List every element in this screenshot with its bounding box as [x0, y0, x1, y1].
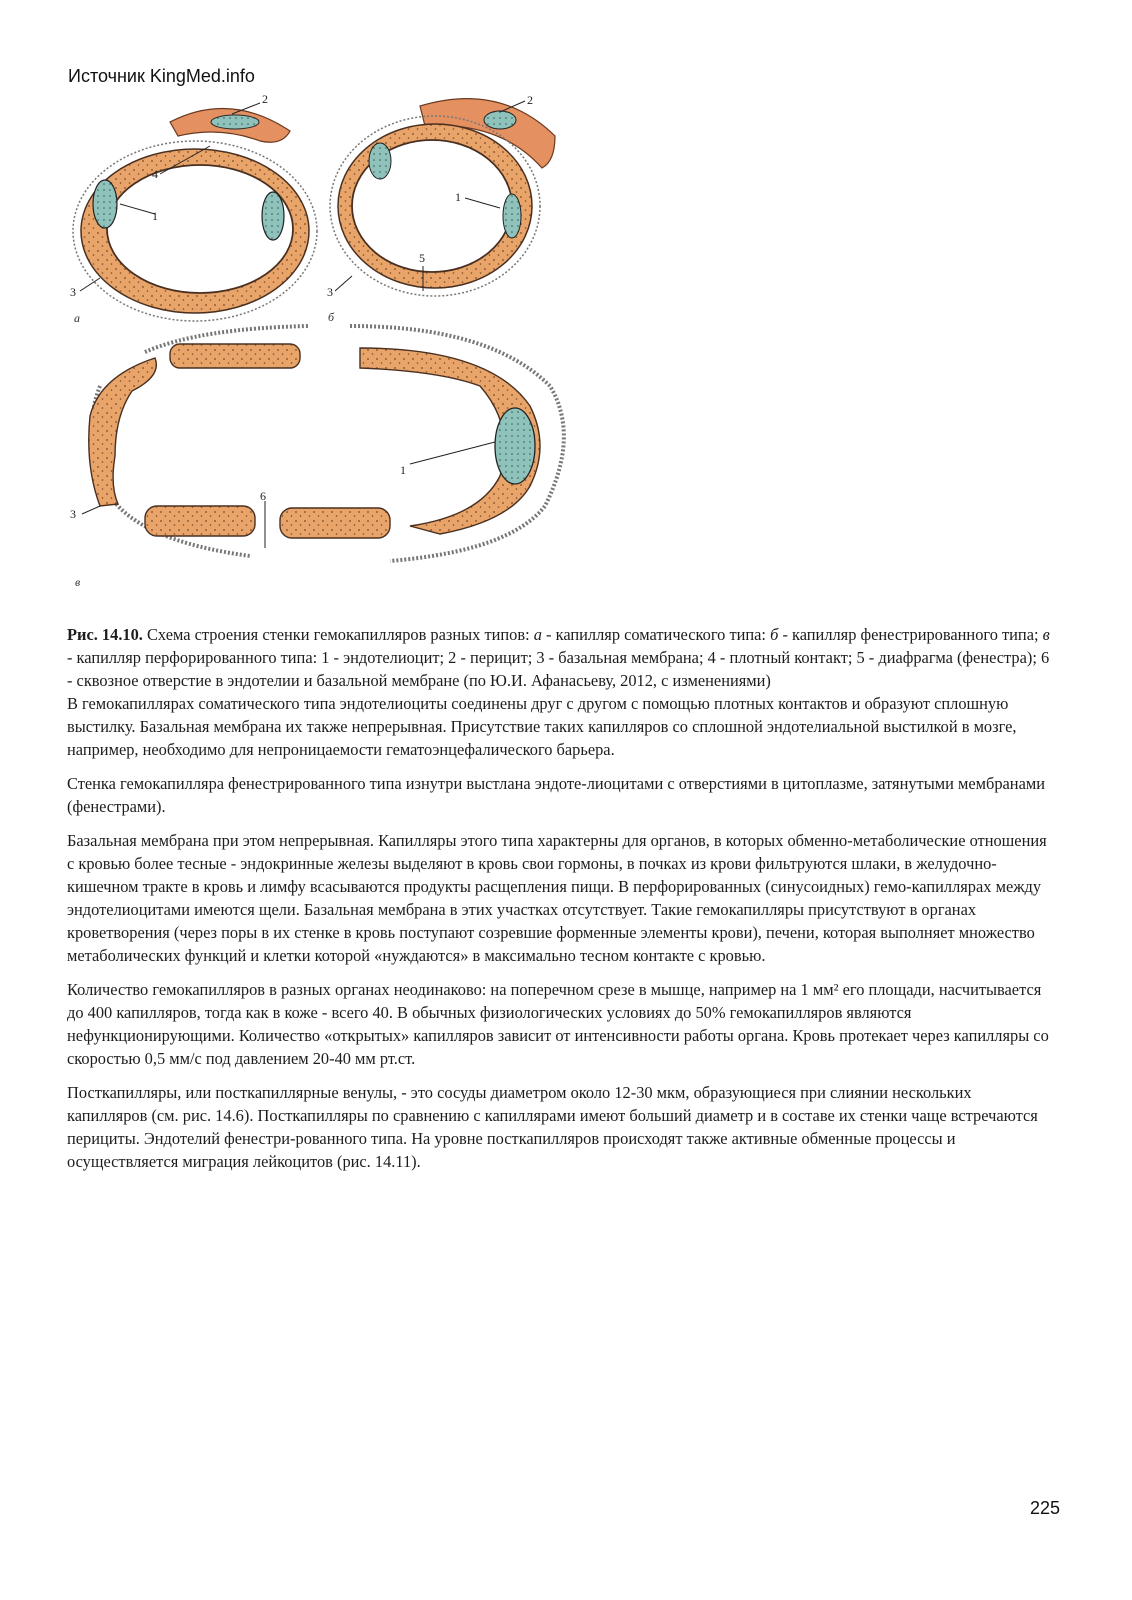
paragraph: Базальная мембрана при этом непрерывная. Капилляры этого типа характерны для органов, в которых обменно-метаболические отношения с кровью более тесные - эндокринные железы выделяют в кровь свои гормоны, в почках из крови фильтруются шлаки, в желудочно-кишечном тракте в кровь и лимфу всасываются продукты расщепления пищи. В перфорированных (синусоидных) гемо-капиллярах между эндотелиоцитами имеются щели. Базальная мембрана в этих участках отсутствует. Такие гемокапилляры присутствуют в органах кроветворения (через поры в их стенке в кровь поступают созревшие форменные элементы крови), печени, которая выполняет множество метаболических функций и клетки которой «нуждаются» в максимально тесном контакте с кровью. — [67, 831, 1047, 965]
body-text — [67, 623, 1052, 1184]
label-a-1: 1 — [152, 209, 158, 223]
caption-text: - капилляр фенестрированного типа; — [778, 625, 1043, 644]
label-a-2: 2 — [262, 92, 268, 106]
label-v-1: 1 — [400, 463, 406, 477]
endothelial-segment — [145, 506, 255, 536]
caption-text: - капилляр соматического типа: — [541, 625, 771, 644]
figure-caption — [67, 623, 1052, 692]
label-v-6: 6 — [260, 489, 266, 503]
capillary-figure — [60, 86, 580, 596]
endothelial-segment — [170, 344, 300, 368]
paragraph: Стенка гемокапилляра фенестрированного типа изнутри выстлана эндоте-лиоцитами с отверстиями в цитоплазме, затянутыми мембранами (фенестрами). — [67, 774, 1045, 816]
capillary-diagram — [60, 86, 580, 596]
caption-italic-a: а — [533, 625, 542, 644]
caption-text: Схема строения стенки гемокапилляров разных типов: — [142, 625, 534, 644]
panel-label-a: а — [74, 311, 80, 325]
pericyte-nucleus — [211, 115, 259, 129]
panel-v-capillary — [70, 326, 564, 589]
endothelial-nucleus — [503, 194, 521, 238]
endothelial-segment — [89, 358, 157, 506]
panel-label-v: в — [75, 575, 81, 589]
label-a-3: 3 — [70, 285, 76, 299]
page-number: 225 — [1029, 1498, 1060, 1518]
caption-italic-b: б — [770, 625, 779, 644]
caption-text: - капилляр перфорированного типа: 1 - эндотелиоцит; 2 - перицит; 3 - базальная мембрана; 4 - плотный контакт; 5 - диафрагма (фенестра); 6 - сквозное отверстие в эндотелии и базальной мембране (по Ю.И. Афанасьеву, 2012, с изменениями) — [67, 648, 1050, 690]
caption-italic-v: в — [1042, 625, 1050, 644]
paragraph: В гемокапиллярах соматического типа эндотелиоциты соединены друг с другом с помощью плотных контактов и образуют сплошную выстилку. Базальная мембрана их также непрерывная. Присутствие таких капилляров со сплошной эндотелиальной выстилкой в мозге, например, необходимо для непроницаемости гематоэнцефалического барьера. — [67, 694, 1017, 759]
endothelial-nucleus — [369, 143, 391, 179]
source-header: Источник KingMed.info — [68, 66, 255, 86]
endothelial-nucleus — [495, 408, 535, 484]
panel-a-capillary — [70, 92, 317, 325]
endothelial-segment — [280, 508, 390, 538]
paragraph: Посткапилляры, или посткапиллярные венулы, - это сосуды диаметром около 12-30 мкм, образующиеся при слиянии нескольких капилляров (см. рис. 14.6). Посткапилляры по сравнению с капиллярами имеют больший диаметр и в составе их стенки чаще встречаются перициты. Эндотелий фенестри-рованного типа. На уровне посткапилляров происходят также активные обменные процессы и осуществляется миграция лейкоцитов (рис. 14.11). — [67, 1083, 1038, 1171]
panel-b-capillary — [327, 93, 555, 324]
label-a-4: 4 — [152, 167, 158, 181]
panel-label-b: б — [328, 310, 335, 324]
label-b-5: 5 — [419, 251, 425, 265]
paragraph: Количество гемокапилляров в разных органах неодинаково: на поперечном срезе в мышце, например на 1 мм² его площади, насчитывается до 400 капилляров, тогда как в коже - всего 40. В обычных физиологических условиях до 50% гемокапилляров являются нефункционирующими. Количество «открытых» капилляров зависит от интенсивности работы органа. Кровь протекает через капилляры со скоростью 0,5 мм/с под давлением 20-40 мм рт.ст. — [67, 980, 1049, 1068]
endothelial-nucleus — [93, 180, 117, 228]
caption-label: Рис. 14.10. — [67, 625, 143, 644]
label-b-2: 2 — [527, 93, 533, 107]
pericyte-nucleus — [484, 111, 516, 129]
label-b-3: 3 — [327, 285, 333, 299]
label-b-1: 1 — [455, 190, 461, 204]
label-v-3: 3 — [70, 507, 76, 521]
endothelial-nucleus — [262, 192, 284, 240]
